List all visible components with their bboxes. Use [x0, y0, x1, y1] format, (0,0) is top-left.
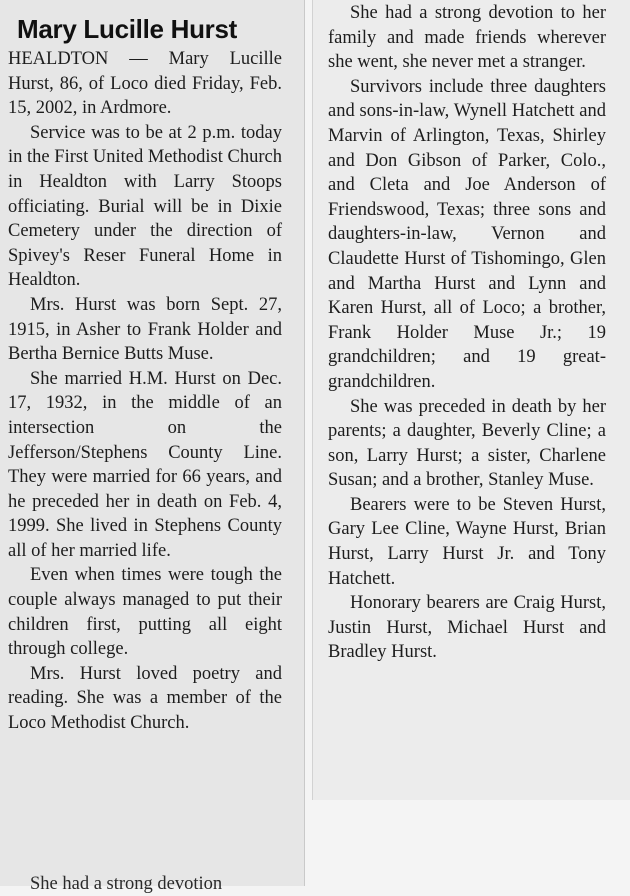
birth-paragraph: Mrs. Hurst was born Sept. 27, 1915, in Asher to Frank Holder and Bertha Bernice Butts Muse.	[8, 294, 282, 365]
cutoff-text-line: She had a strong devotion	[30, 874, 223, 894]
preceded-paragraph: She was preceded in death by her parents; a daughter, Beverly Cline; a son, Larry Hurst; a sister, Charlene Susan; and a brother, Stanley Muse.	[328, 396, 606, 491]
survivors-paragraph: Survivors include three daughters and sons-in-law, Wynell Hatchett and Marvin of Arlington, Texas, Shirley and Don Gibson of Parker, Colo., and Cleta and Joe Anderson of Friendswood, Texas; three sons and daughters-in-law, Vernon and Claudette Hurst of Tishomingo, Glen and Martha Hurst and Lynn and Karen Hurst, all of Loco; a brother, Frank Holder Muse Jr.; 19 grandchildren; and 19 great-grandchildren.	[328, 76, 606, 392]
devotion-paragraph: She had a strong devotion to her family and made friends wherever she went, she never met a stranger.	[328, 3, 606, 73]
obituary-headline: Mary Lucille Hurst	[17, 14, 237, 44]
marriage-paragraph: She married H.M. Hurst on Dec. 17, 1932, in the middle of an intersection on the Jefferson/Stephens County Line. They were married for 66 years, and he preceded her in death on Feb. 4, 1999. She lived in Stephens County all of her married life.	[8, 368, 282, 561]
interests-paragraph: Mrs. Hurst loved poetry and reading. She was a member of the Loco Methodist Church.	[8, 663, 282, 734]
dateline-paragraph: HEALDTON — Mary Lucille Hurst, 86, of Loco died Friday, Feb. 15, 2002, in Ardmore.	[8, 49, 282, 119]
bearers-paragraph: Bearers were to be Steven Hurst, Gary Lee Cline, Wayne Hurst, Brian Hurst, Larry Hurst Jr. and Tony Hatchett.	[328, 494, 606, 589]
left-column	[8, 47, 282, 736]
service-paragraph: Service was to be at 2 p.m. today in the First United Methodist Church in Healdton with Larry Stoops officiating. Burial will be in Dixie Cemetery under the direction of Spivey's Reser Funeral Home in Healdton.	[8, 122, 282, 291]
honorary-bearers-paragraph: Honorary bearers are Craig Hurst, Justin Hurst, Michael Hurst and Bradley Hurst.	[328, 593, 606, 663]
children-paragraph: Even when times were tough the couple always managed to put their children first, putting all eight through college.	[8, 565, 282, 660]
right-column	[328, 1, 606, 665]
